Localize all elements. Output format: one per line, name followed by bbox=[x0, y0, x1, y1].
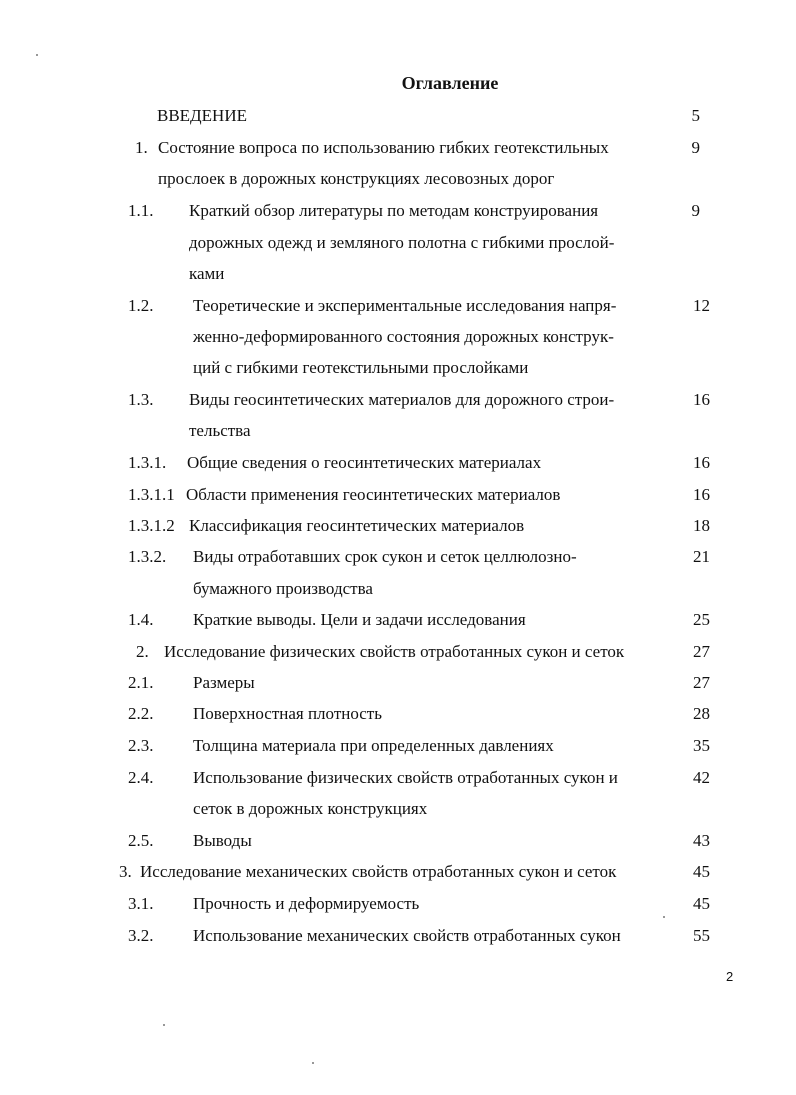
scan-speck bbox=[36, 54, 38, 56]
toc-entry-page: 16 bbox=[693, 485, 710, 504]
toc-entry-number: 1. bbox=[135, 138, 148, 157]
toc-entry-page: 42 bbox=[693, 768, 710, 787]
toc-entry-title: ВВЕДЕНИЕ bbox=[157, 106, 247, 125]
toc-entry-page: 9 bbox=[691, 138, 700, 157]
toc-entry-number: 1.3.1.2 bbox=[128, 516, 175, 535]
toc-entry-title: тельства bbox=[189, 421, 251, 440]
toc-entry-title: Краткие выводы. Цели и задачи исследования bbox=[193, 610, 526, 629]
toc-entry-title: Виды отработавших срок сукон и сеток целлюлозно- bbox=[193, 547, 577, 566]
toc-entry-page: 9 bbox=[691, 201, 700, 220]
toc-entry-number: 1.3.2. bbox=[128, 547, 167, 566]
toc-entry-page: 45 bbox=[693, 894, 710, 913]
toc-entry-number: 1.4. bbox=[128, 610, 154, 629]
toc-entry-title: Использование механических свойств отработанных сукон bbox=[193, 926, 621, 945]
toc-entry-number: 2.5. bbox=[128, 831, 154, 850]
toc-entry-page: 5 bbox=[691, 106, 700, 125]
toc-entry-page: 16 bbox=[693, 390, 710, 409]
toc-entry-page: 28 bbox=[693, 704, 710, 723]
toc-entry-title: Области применения геосинтетических материалов bbox=[186, 485, 561, 504]
toc-entry-page: 16 bbox=[693, 453, 710, 472]
toc-entry-page: 12 bbox=[693, 296, 710, 315]
toc-entry-title: Толщина материала при определенных давлениях bbox=[193, 736, 554, 755]
toc-entry-number: 3. bbox=[119, 862, 132, 881]
toc-entry-title: Общие сведения о геосинтетических материалах bbox=[187, 453, 542, 472]
toc-entry-page: 35 bbox=[693, 736, 710, 755]
toc-entry-page: 27 bbox=[693, 673, 710, 692]
toc-entry-title: Состояние вопроса по использованию гибких геотекстильных bbox=[158, 138, 609, 157]
toc-entry-number: 3.1. bbox=[128, 894, 154, 913]
scan-speck bbox=[663, 916, 665, 918]
toc-entry-title: Выводы bbox=[193, 831, 252, 850]
scan-speck bbox=[163, 1024, 165, 1026]
toc-entry-title: женно-деформированного состояния дорожных конструк- bbox=[193, 327, 614, 346]
toc-entry-number: 1.3.1.1 bbox=[128, 485, 175, 504]
toc-entry-title: Использование физических свойств отработанных сукон и bbox=[193, 768, 618, 787]
toc-entry-title: прослоек в дорожных конструкциях лесовозных дорог bbox=[158, 169, 555, 188]
toc-entry-title: Классификация геосинтетических материалов bbox=[189, 516, 525, 535]
toc-entry-title: Виды геосинтетических материалов для дорожного строи- bbox=[189, 390, 615, 409]
toc-entry-number: 1.2. bbox=[128, 296, 154, 315]
toc-entry-title: Исследование физических свойств отработанных сукон и сеток bbox=[164, 642, 625, 661]
toc-entry-title: ций с гибкими геотекстильными прослойками bbox=[193, 358, 529, 377]
toc-entry-number: 2.1. bbox=[128, 673, 154, 692]
toc-entry-page: 45 bbox=[693, 862, 710, 881]
toc-entry-number: 2. bbox=[136, 642, 149, 661]
toc-entry-title: бумажного производства bbox=[193, 579, 373, 598]
toc-entry-title: Краткий обзор литературы по методам конструирования bbox=[189, 201, 599, 220]
toc-entry-title: ками bbox=[189, 264, 225, 283]
toc-entry-title: Исследование механических свойств отработанных сукон и сеток bbox=[140, 862, 617, 881]
toc-entry-page: 21 bbox=[693, 547, 710, 566]
scan-speck bbox=[312, 1062, 314, 1064]
toc-entry-title: Поверхностная плотность bbox=[193, 704, 382, 723]
toc-entry-number: 2.4. bbox=[128, 768, 154, 787]
page-number: 2 bbox=[726, 969, 734, 984]
toc-entry-title: Теоретические и экспериментальные исследования напря- bbox=[193, 296, 617, 315]
toc-entry-page: 27 bbox=[693, 642, 710, 661]
toc-entry-page: 25 bbox=[693, 610, 710, 629]
toc-entry-title: Размеры bbox=[193, 673, 255, 692]
toc-entry-title: дорожных одежд и земляного полотна с гибкими прослой- bbox=[189, 233, 615, 252]
toc-entry-number: 1.3.1. bbox=[128, 453, 167, 472]
page-title: Оглавление bbox=[401, 73, 499, 93]
toc-entry-title: Прочность и деформируемость bbox=[193, 894, 420, 913]
toc-entry-page: 18 bbox=[693, 516, 710, 535]
toc-entry-number: 2.3. bbox=[128, 736, 154, 755]
toc-entry-page: 55 bbox=[693, 926, 710, 945]
toc-entry-number: 3.2. bbox=[128, 926, 154, 945]
toc-entry-number: 1.1. bbox=[128, 201, 154, 220]
toc-entry-number: 1.3. bbox=[128, 390, 154, 409]
toc-entry-title: сеток в дорожных конструкциях bbox=[193, 799, 428, 818]
toc-entry-page: 43 bbox=[693, 831, 710, 850]
toc-entry-number: 2.2. bbox=[128, 704, 154, 723]
